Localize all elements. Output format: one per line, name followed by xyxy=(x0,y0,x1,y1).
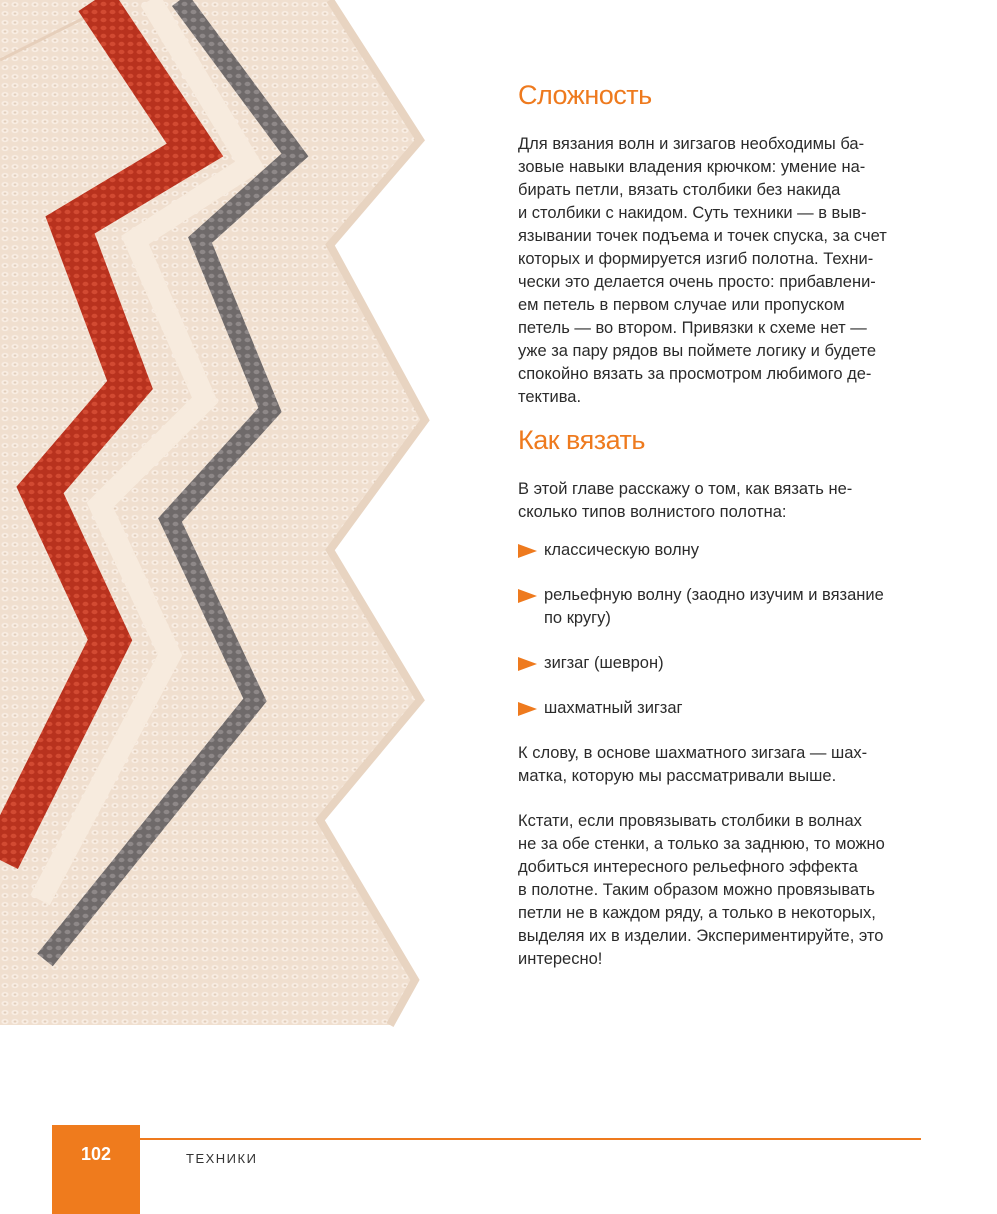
triangle-bullet-icon xyxy=(518,544,537,558)
paragraph-note-chess: К слову, в основе шахматного зигзага — шах- матка, которую мы рассматривали выше. xyxy=(518,744,868,785)
list-item: классическую волну xyxy=(518,539,928,562)
paragraph-complexity: Для вязания волн и зигзагов необходимы ба- зовые навыки владения крючком: умение на- бирать петли, вязать столбики без накида и столбики с накидом. Суть техники — в выв- язывании точек подъема и точек спуска, за счет которых и формируется изгиб полотна. Техни- чески это делается очень просто: прибавлени- ем петель в первом случае или пропуском петель — во втором. Привязки к схеме нет — уже за пару рядов вы поймете логику и будете спокойно вязать за просмотром любимого де- тектива. xyxy=(518,135,887,406)
paragraph-note-relief: Кстати, если провязывать столбики в волнах не за обе стенки, а только за заднюю, то можно добиться интересного рельефного эффекта в полотне. Таким образом можно провязывать петли не в каждом ряду, а только в некоторых, выделяя их в изделии. Экспериментируйте, это интересно! xyxy=(518,812,885,968)
triangle-bullet-icon xyxy=(518,702,537,716)
heading-how-to-knit: Как вязать xyxy=(518,425,645,455)
paragraph-howto-intro: В этой главе расскажу о том, как вязать не- сколько типов волнистого полотна: xyxy=(518,480,853,521)
crochet-swatch-illustration xyxy=(0,0,480,1030)
text-column xyxy=(518,80,928,971)
page-number: 102 xyxy=(52,1125,140,1214)
list-item: шахматный зигзаг xyxy=(518,697,928,720)
triangle-bullet-icon xyxy=(518,589,537,603)
list-item: зигзаг (шеврон) xyxy=(518,652,928,675)
heading-complexity: Сложность xyxy=(518,80,652,110)
footer-section-label: ТЕХНИКИ xyxy=(186,1151,258,1166)
wave-types-list xyxy=(518,539,928,720)
triangle-bullet-icon xyxy=(518,657,537,671)
footer-divider xyxy=(52,1138,921,1140)
list-item: рельефную волну (заодно изучим и вязание по кругу) xyxy=(518,584,928,630)
